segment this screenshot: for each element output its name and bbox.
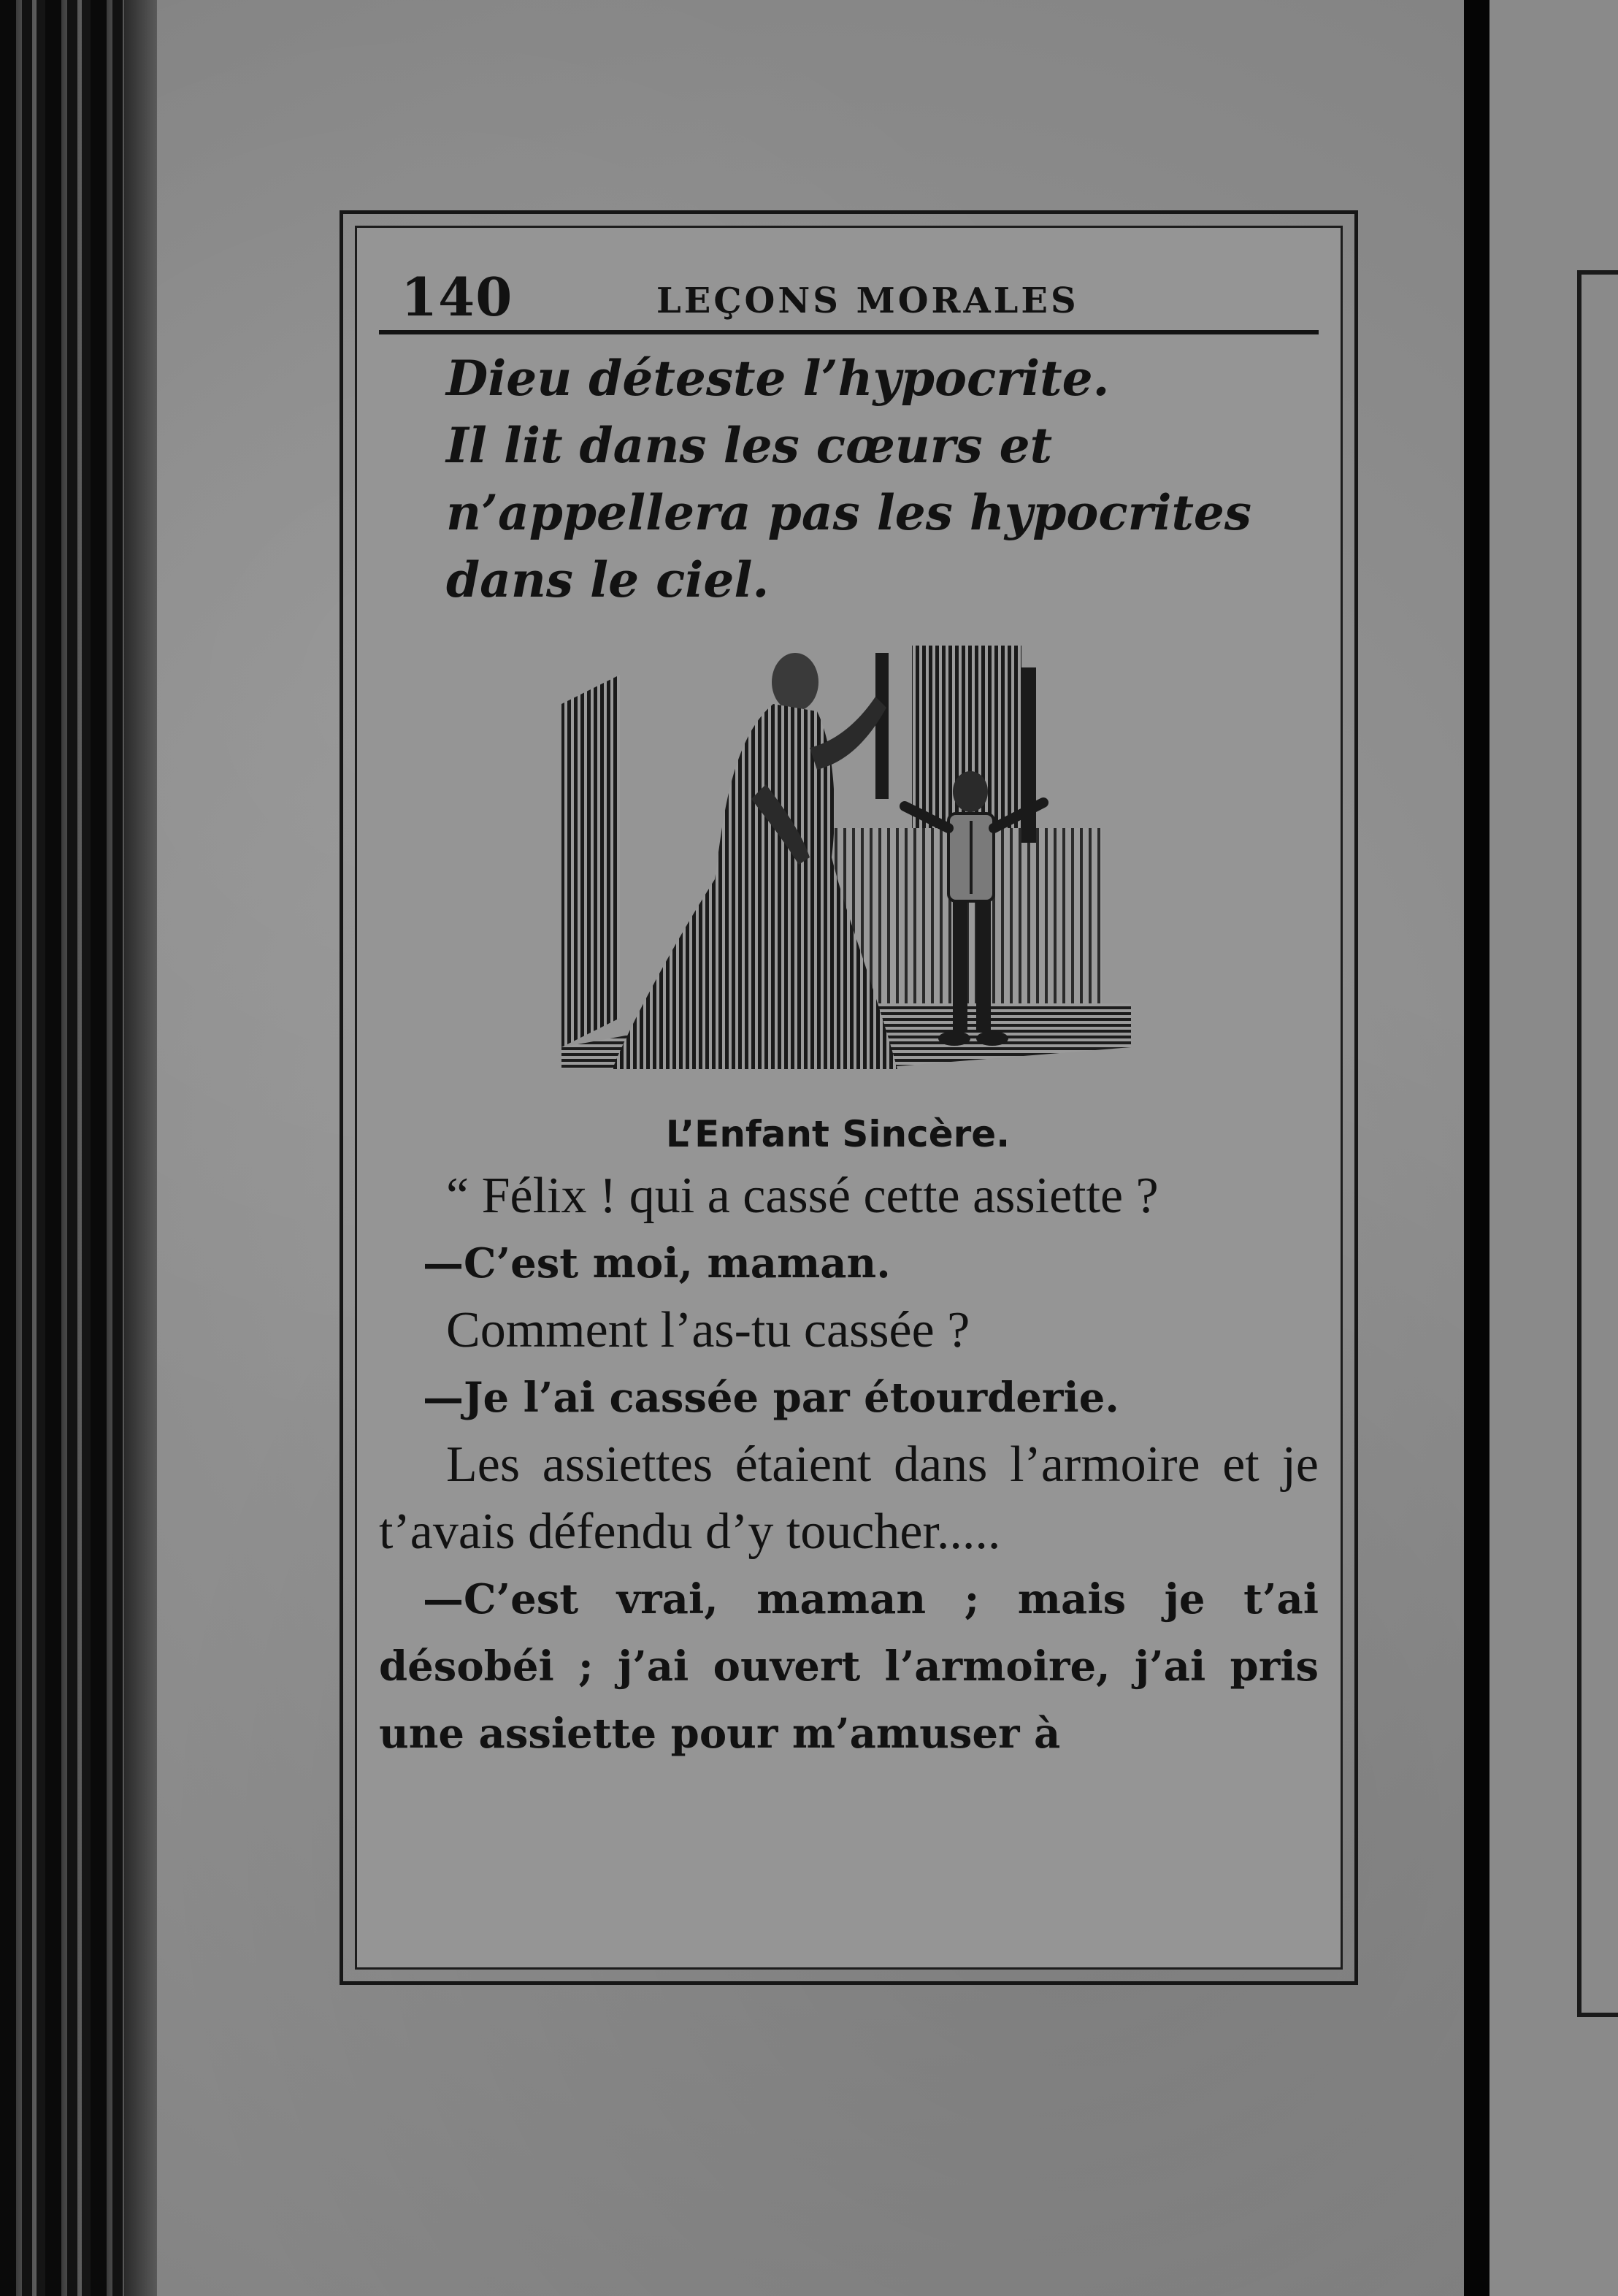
running-head	[379, 250, 1319, 334]
dialogue	[379, 1163, 1319, 1767]
book-gutter	[1464, 0, 1493, 2296]
maxim	[379, 345, 1319, 613]
adjacent-page-frame	[1577, 270, 1618, 2017]
dialogue-line: Les assiettes étaient dans l’armoire et je t’avais défendu d’y toucher.....	[379, 1436, 1319, 1560]
dialogue-reply: —C’est vrai, maman ; mais je t’ai désobéi ; j’ai ouvert l’armoire, j’ai pris une assiette pour m’amuser à	[379, 1575, 1319, 1758]
illustration-caption: L’Enfant Sincère.	[665, 1113, 1011, 1155]
running-title: LEÇONS MORALES	[656, 280, 1079, 321]
dialogue-reply: —Je l’ai cassée par étourderie.	[423, 1374, 1119, 1422]
engraving-mother-and-child-icon	[554, 638, 1160, 1084]
text-block-inner-frame	[355, 226, 1343, 1970]
adjacent-page	[1489, 0, 1618, 2296]
page-number: 140	[401, 266, 513, 328]
dialogue-line: Comment l’as-tu cassée ?	[446, 1302, 970, 1358]
book-page-edges	[0, 0, 168, 2296]
maxim-line-2: Il lit dans les cœurs et n’appellera pas les hypocrites dans le ciel.	[446, 417, 1252, 608]
maxim-line-1: Dieu déteste l’hypocrite.	[446, 350, 1110, 407]
dialogue-reply: —C’est moi, maman.	[423, 1239, 891, 1287]
text-block-frame	[340, 210, 1358, 1985]
page-content	[379, 250, 1319, 1953]
dialogue-line: “ Félix ! qui a cassé cette assiette ?	[446, 1168, 1159, 1224]
engraving-svg	[554, 638, 1160, 1084]
